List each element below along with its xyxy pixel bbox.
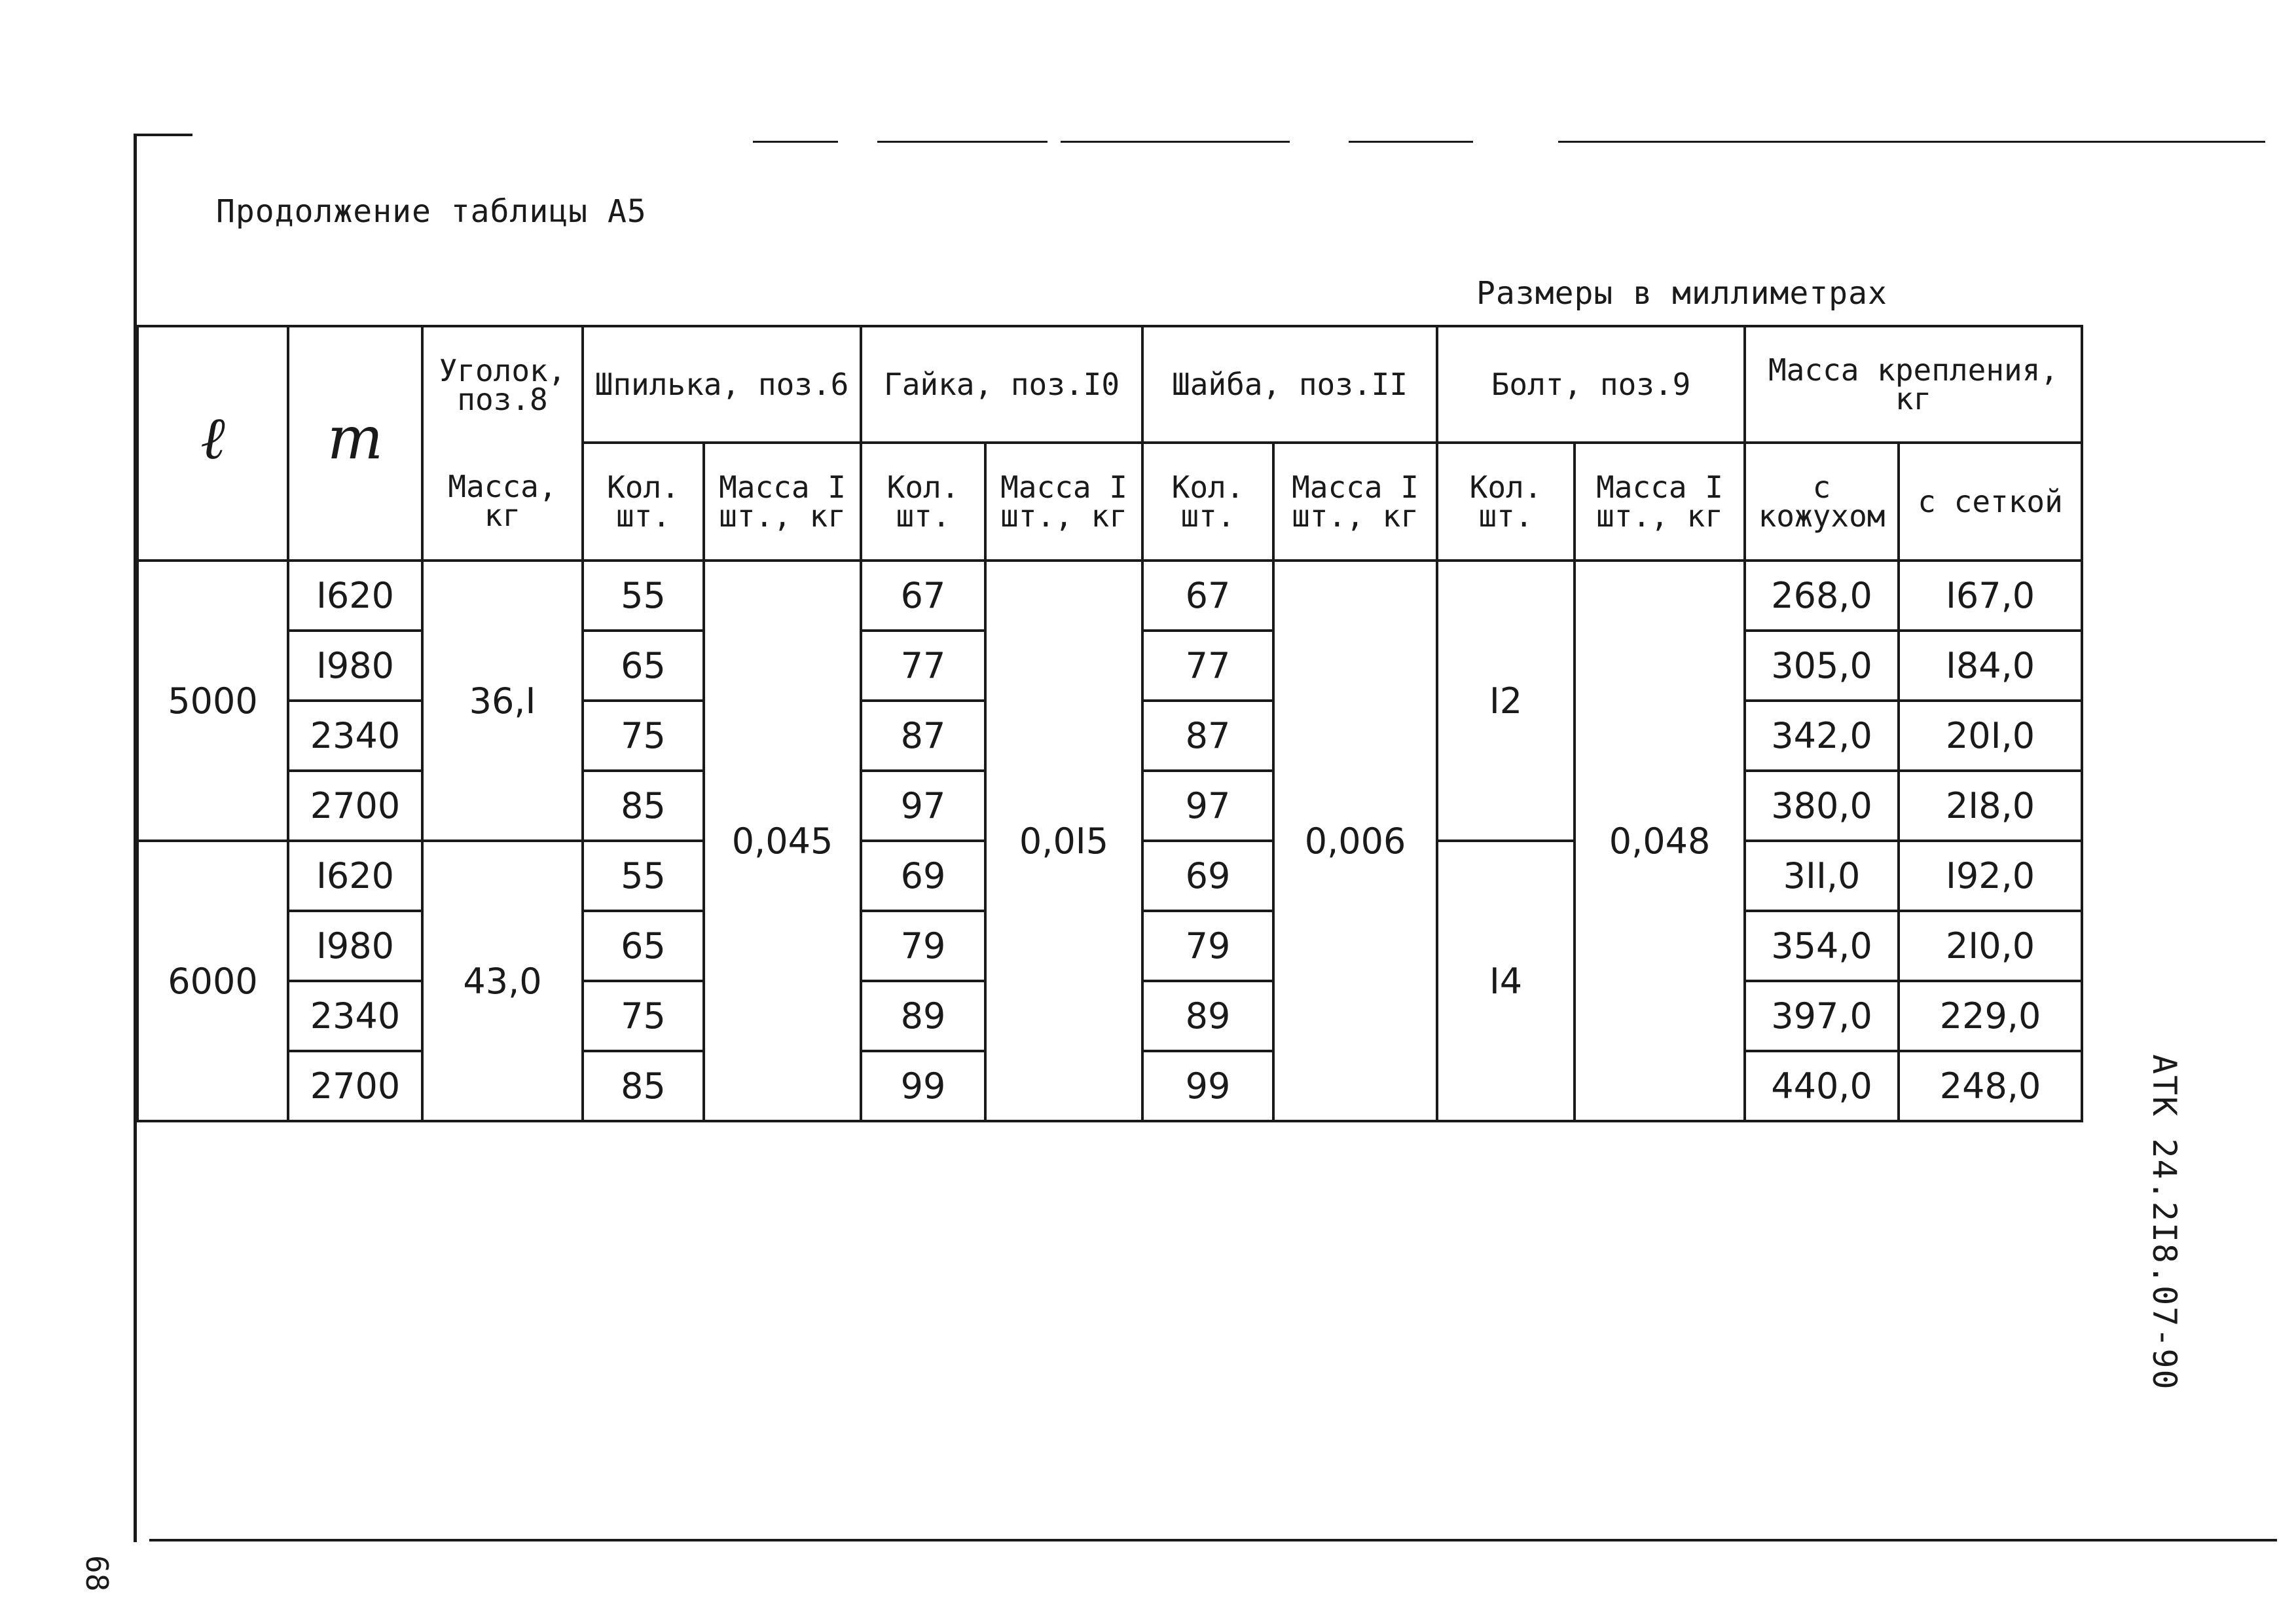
shaiba-kol-value: 67 — [1142, 561, 1273, 631]
mass-kozhukhom-value: 3II,0 — [1745, 841, 1899, 911]
shaiba-kol-value: 99 — [1142, 1051, 1273, 1121]
gaika-kol-value: 87 — [861, 701, 985, 771]
col-shpilka-kol-header: Кол. шт. — [583, 443, 704, 561]
frame-top-dash — [1558, 141, 2265, 143]
ugolok-mass-value: 36,I — [422, 561, 583, 841]
col-l-header: ℓ — [137, 326, 288, 561]
bolt-kol-value: I4 — [1437, 841, 1575, 1121]
shpilka-kol-value: 75 — [583, 701, 704, 771]
col-shpilka-mass-header: Масса I шт., кг — [704, 443, 861, 561]
shpilka-kol-value: 85 — [583, 1051, 704, 1121]
gaika-kol-value: 99 — [861, 1051, 985, 1121]
shpilka-kol-value: 75 — [583, 981, 704, 1051]
mass-kozhukhom-value: 342,0 — [1745, 701, 1899, 771]
units-note: Размеры в миллиметрах — [1476, 275, 1887, 312]
col-bolt-mass-header: Масса I шт., кг — [1575, 443, 1745, 561]
document-code: АТК 24.2I8.07-90 — [2145, 1054, 2183, 1391]
shaiba-unit-mass: 0,006 — [1273, 561, 1437, 1121]
l-value: 6000 — [137, 841, 288, 1121]
frame-top-dash — [1349, 141, 1473, 143]
shaiba-kol-value: 97 — [1142, 771, 1273, 841]
col-m-header: m — [288, 326, 422, 561]
shpilka-unit-mass: 0,045 — [704, 561, 861, 1121]
col-gaika-kol-header: Кол. шт. — [861, 443, 985, 561]
ugolok-mass-value: 43,0 — [422, 841, 583, 1121]
mass-setkoi-value: 229,0 — [1899, 981, 2082, 1051]
gaika-kol-value: 77 — [861, 631, 985, 701]
col-massa-krepleniya-header: Масса крепления, кг — [1745, 326, 2082, 443]
gaika-kol-value: 67 — [861, 561, 985, 631]
shpilka-kol-value: 85 — [583, 771, 704, 841]
mass-kozhukhom-value: 440,0 — [1745, 1051, 1899, 1121]
l-value: 5000 — [137, 561, 288, 841]
m-value: 2340 — [288, 981, 422, 1051]
m-value: I980 — [288, 911, 422, 981]
frame-bottom-border — [149, 1539, 2277, 1541]
frame-top-dash — [1061, 141, 1290, 143]
gaika-kol-value: 69 — [861, 841, 985, 911]
m-value: I620 — [288, 841, 422, 911]
shpilka-kol-value: 55 — [583, 561, 704, 631]
shpilka-kol-value: 65 — [583, 631, 704, 701]
gaika-kol-value: 79 — [861, 911, 985, 981]
m-value: I620 — [288, 561, 422, 631]
mass-setkoi-value: I67,0 — [1899, 561, 2082, 631]
m-value: 2700 — [288, 1051, 422, 1121]
gaika-kol-value: 97 — [861, 771, 985, 841]
bolt-unit-mass: 0,048 — [1575, 561, 1745, 1121]
frame-top-dash — [753, 141, 838, 143]
mass-kozhukhom-value: 305,0 — [1745, 631, 1899, 701]
m-value: I980 — [288, 631, 422, 701]
mass-kozhukhom-value: 380,0 — [1745, 771, 1899, 841]
mass-kozhukhom-value: 268,0 — [1745, 561, 1899, 631]
mass-setkoi-value: 2I8,0 — [1899, 771, 2082, 841]
col-ugolok-mass-header: Масса, кг — [422, 443, 583, 561]
m-value: 2340 — [288, 701, 422, 771]
mass-setkoi-value: I92,0 — [1899, 841, 2082, 911]
col-shpilka-header: Шпилька, поз.6 — [583, 326, 861, 443]
m-value: 2700 — [288, 771, 422, 841]
fastener-table — [136, 325, 2083, 1122]
shaiba-kol-value: 77 — [1142, 631, 1273, 701]
col-bolt-header: Болт, поз.9 — [1437, 326, 1745, 443]
continuation-title: Продолжение таблицы А5 — [216, 193, 647, 230]
shaiba-kol-value: 89 — [1142, 981, 1273, 1051]
shaiba-kol-value: 79 — [1142, 911, 1273, 981]
col-gaika-mass-header: Масса I шт., кг — [985, 443, 1142, 561]
frame-top-dash — [877, 141, 1048, 143]
gaika-kol-value: 89 — [861, 981, 985, 1051]
page-number: 68 — [79, 1555, 115, 1592]
col-s-kozhukhom-header: с кожухом — [1745, 443, 1899, 561]
bolt-kol-value: I2 — [1437, 561, 1575, 841]
col-shaiba-header: Шайба, поз.II — [1142, 326, 1437, 443]
shaiba-kol-value: 87 — [1142, 701, 1273, 771]
mass-kozhukhom-value: 397,0 — [1745, 981, 1899, 1051]
mass-kozhukhom-value: 354,0 — [1745, 911, 1899, 981]
mass-setkoi-value: 20I,0 — [1899, 701, 2082, 771]
mass-setkoi-value: 2I0,0 — [1899, 911, 2082, 981]
frame-top-border — [134, 134, 192, 136]
table-row — [137, 561, 2082, 631]
col-shaiba-kol-header: Кол. шт. — [1142, 443, 1273, 561]
mass-setkoi-value: I84,0 — [1899, 631, 2082, 701]
col-shaiba-mass-header: Масса I шт., кг — [1273, 443, 1437, 561]
col-gaika-header: Гайка, поз.I0 — [861, 326, 1142, 443]
shpilka-kol-value: 55 — [583, 841, 704, 911]
col-bolt-kol-header: Кол. шт. — [1437, 443, 1575, 561]
col-ugolok-header: Уголок, поз.8 — [422, 326, 583, 443]
gaika-unit-mass: 0,0I5 — [985, 561, 1142, 1121]
shaiba-kol-value: 69 — [1142, 841, 1273, 911]
mass-setkoi-value: 248,0 — [1899, 1051, 2082, 1121]
shpilka-kol-value: 65 — [583, 911, 704, 981]
col-s-setkoi-header: с сеткой — [1899, 443, 2082, 561]
